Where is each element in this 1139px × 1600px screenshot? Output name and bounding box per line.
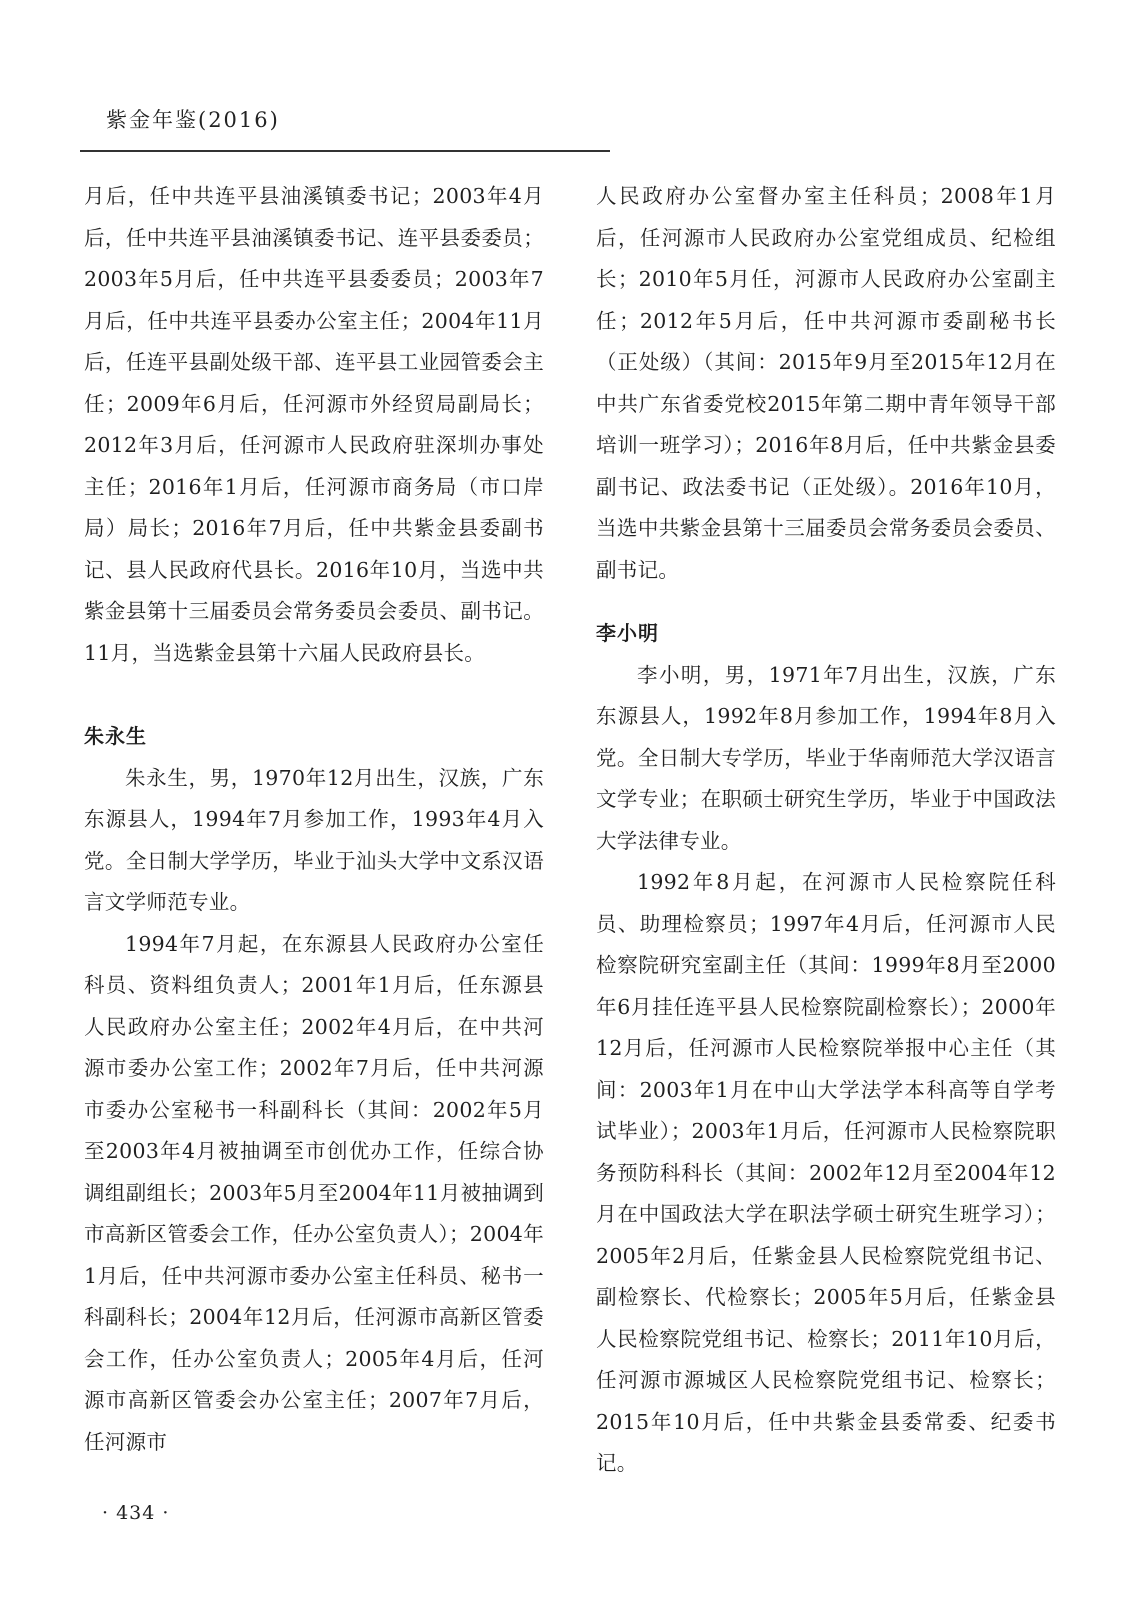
zhu-yongsheng-heading: 朱永生 <box>84 724 147 748</box>
li-xiaoming-career: 1992年8月起，在河源市人民检察院任科员、助理检察员；1997年4月后，任河源市人民检察院研究室副主任（其间：1999年8月至2000年6月挂任连平县人民检察院副检察长）；2000年12月后，任河源市人民检察院举报中心主任（其间：2003年1月在中山大学法学本科高等自学考试毕业）；2003年1月后，任河源市人民检察院职务预防科科长（其间：2002年12月至2004年12月在中国政法大学在职法学硕士研究生班学习）；2005年2月后，任紫金县人民检察院党组书记、副检察长、代检察长；2005年5月后，任紫金县人民检察院党组书记、检察长；2011年10月后，任河源市源城区人民检察院党组书记、检察长；2015年10月后，任中共紫金县委常委、纪委书记。 <box>596 870 1056 1475</box>
zhu-yongsheng-intro: 朱永生，男，1970年12月出生，汉族，广东东源县人，1994年7月参加工作，1993年4月入党。全日制大学学历，毕业于汕头大学中文系汉语言文学师范专业。 <box>84 765 544 914</box>
header-rule <box>80 150 610 152</box>
zhu-yongsheng-career-continuation: 人民政府办公室督办室主任科员；2008年1月后，任河源市人民政府办公室党组成员、纪检组长；2010年5月任，河源市人民政府办公室副主任；2012年5月后，任中共河源市委副秘书长（正处级）（其间：2015年9月至2015年12月在中共广东省委党校2015年第二期中青年领导干部培训一班学习）；2016年8月后，任中共紫金县委副书记、政法委书记（正处级）。2016年10月，当选中共紫金县第十三届委员会常务委员会委员、副书记。 <box>596 184 1056 582</box>
section-gap <box>84 674 544 716</box>
li-xiaoming-intro: 李小明，男，1971年7月出生，汉族，广东东源县人，1992年8月参加工作，1994年8月入党。全日制大专学历，毕业于华南师范大学汉语言文学专业；在职硕士研究生学历，毕业于中国政法大学法律专业。 <box>596 662 1056 853</box>
page-number: · 434 · <box>102 1502 170 1524</box>
right-column <box>596 176 1056 1485</box>
previous-bio-continuation: 月后，任中共连平县油溪镇委书记；2003年4月后，任中共连平县油溪镇委书记、连平县委委员；2003年5月后，任中共连平县委委员；2003年7月后，任中共连平县委办公室主任；2004年11月后，任连平县副处级干部、连平县工业园管委会主任；2009年6月后，任河源市外经贸局副局长；2012年3月后，任河源市人民政府驻深圳办事处主任；2016年1月后，任河源市商务局（市口岸局）局长；2016年7月后，任中共紫金县委副书记、县人民政府代县长。2016年10月，当选中共紫金县第十三届委员会常务委员会委员、副书记。11月，当选紫金县第十六届人民政府县长。 <box>84 184 544 665</box>
li-xiaoming-heading: 李小明 <box>596 621 659 645</box>
zhu-yongsheng-career: 1994年7月起，在东源县人民政府办公室任科员、资料组负责人；2001年1月后，任东源县人民政府办公室主任；2002年4月后，在中共河源市委办公室工作；2002年7月后，任中共河源市委办公室秘书一科副科长（其间：2002年5月至2003年4月被抽调至市创优办工作，任综合协调组副组长；2003年5月至2004年11月被抽调到市高新区管委会工作，任办公室负责人）；2004年1月后，任中共河源市委办公室主任科员、秘书一科副科长；2004年12月后，任河源市高新区管委会工作，任办公室负责人；2005年4月后，任河源市高新区管委会办公室主任；2007年7月后，任河源市 <box>84 931 544 1454</box>
section-gap <box>596 591 1056 613</box>
left-column <box>84 176 544 1463</box>
running-header-title: 紫金年鉴(2016) <box>106 108 280 132</box>
